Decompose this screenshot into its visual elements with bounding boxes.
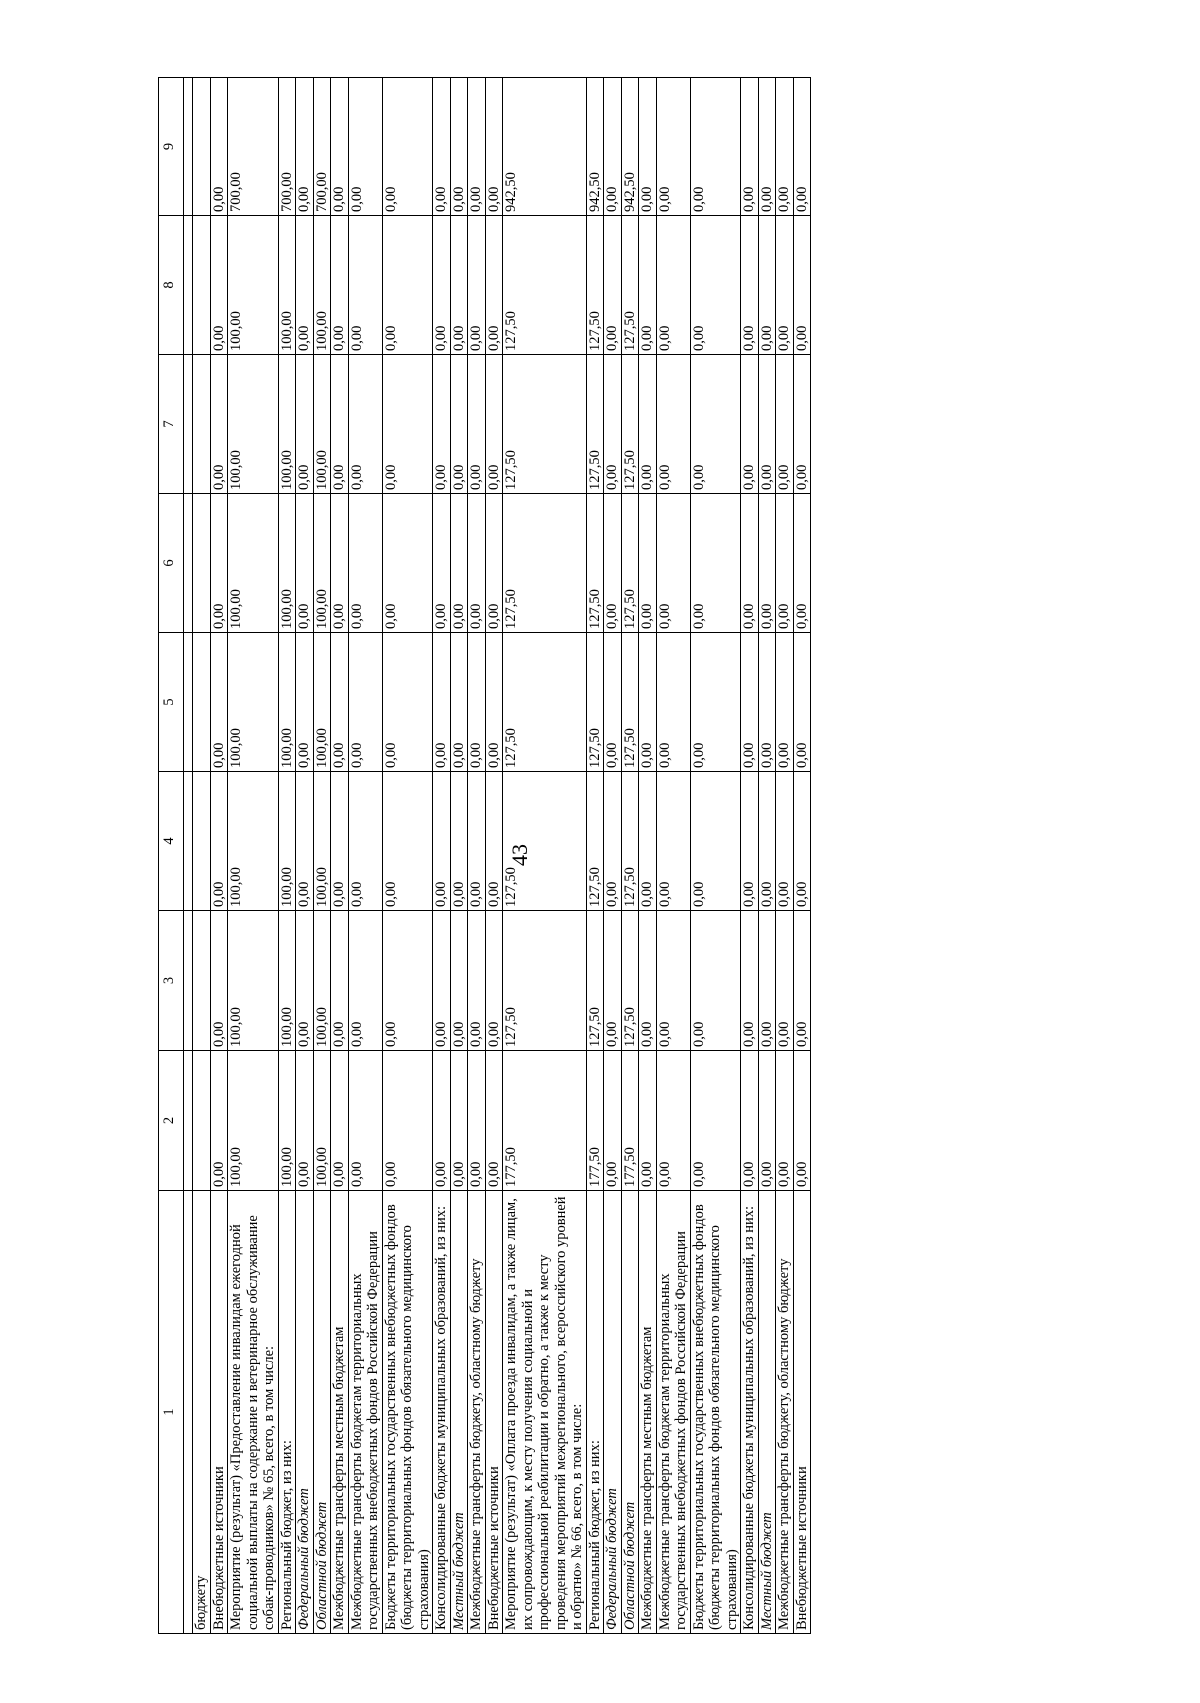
table-row [656, 78, 690, 1634]
value-cell: 100,00 [278, 216, 296, 355]
value-cell: 0,00 [604, 772, 622, 911]
value-cell: 0,00 [450, 772, 468, 911]
value-cell: 0,00 [604, 78, 622, 216]
value-cell: 127,50 [503, 216, 587, 355]
value-cell: 0,00 [485, 216, 503, 355]
value-cell: 0,00 [485, 494, 503, 633]
value-cell: 0,00 [331, 78, 349, 216]
row-label: Региональный бюджет, из них: [278, 1191, 296, 1634]
value-cell: 0,00 [210, 216, 228, 355]
value-cell: 0,00 [485, 355, 503, 494]
value-cell: 0,00 [741, 78, 759, 216]
value-cell: 0,00 [604, 216, 622, 355]
value-cell: 127,50 [621, 911, 639, 1051]
value-cell: 0,00 [485, 78, 503, 216]
value-cell: 100,00 [313, 633, 331, 772]
value-cell: 100,00 [278, 772, 296, 911]
table-row [503, 78, 587, 1634]
table-row [741, 78, 759, 1634]
row-label: Консолидированные бюджеты муниципальных образований, из них: [433, 1191, 451, 1634]
value-cell: 0,00 [793, 1051, 811, 1191]
value-cell: 0,00 [348, 772, 382, 911]
value-cell: 0,00 [604, 911, 622, 1051]
row-label: Внебюджетные источники [210, 1191, 228, 1634]
value-cell: 127,50 [586, 772, 604, 911]
value-cell: 127,50 [621, 772, 639, 911]
value-cell: 0,00 [639, 633, 657, 772]
value-cell: 127,50 [503, 911, 587, 1051]
value-cell: 0,00 [331, 911, 349, 1051]
value-cell: 100,00 [313, 494, 331, 633]
row-label: Областной бюджет [313, 1191, 331, 1634]
value-cell: 0,00 [656, 633, 690, 772]
value-cell: 0,00 [656, 216, 690, 355]
value-cell: 0,00 [331, 633, 349, 772]
value-cell: 0,00 [793, 494, 811, 633]
value-cell: 100,00 [228, 633, 279, 772]
table-row [278, 78, 296, 1634]
row-label: Федеральный бюджет [604, 1191, 622, 1634]
value-cell: 127,50 [586, 216, 604, 355]
value-cell: 0,00 [296, 78, 314, 216]
value-cell: 100,00 [228, 355, 279, 494]
value-cell: 0,00 [210, 78, 228, 216]
table-body [184, 78, 811, 1634]
value-cell: 0,00 [776, 911, 794, 1051]
value-cell: 0,00 [468, 772, 486, 911]
value-cell: 127,50 [503, 494, 587, 633]
value-cell: 0,00 [348, 1051, 382, 1191]
column-header: 8 [159, 216, 184, 355]
value-cell: 0,00 [433, 494, 451, 633]
value-cell: 0,00 [604, 1051, 622, 1191]
table-row [382, 78, 433, 1634]
value-cell: 0,00 [468, 911, 486, 1051]
table-row [485, 78, 503, 1634]
value-cell: 0,00 [433, 78, 451, 216]
row-label: Мероприятие (результат) «Предоставление инвалидам ежегодной социальной выплаты на содержание и ветеринарное обслуживание собак-проводников» № 65, всего, в том числе: [228, 1191, 279, 1634]
value-cell: 100,00 [278, 494, 296, 633]
value-cell: 127,50 [621, 216, 639, 355]
value-cell: 0,00 [296, 633, 314, 772]
table-row [313, 78, 331, 1634]
value-cell: 0,00 [382, 355, 433, 494]
value-cell: 0,00 [656, 1051, 690, 1191]
value-cell: 0,00 [690, 494, 741, 633]
value-cell: 0,00 [485, 633, 503, 772]
value-cell: 0,00 [741, 633, 759, 772]
value-cell: 177,50 [621, 1051, 639, 1191]
value-cell: 0,00 [604, 494, 622, 633]
value-cell: 127,50 [503, 633, 587, 772]
table-row [331, 78, 349, 1634]
table-row [793, 78, 811, 1634]
value-cell: 0,00 [331, 494, 349, 633]
row-label: Мероприятие (результат) «Оплата проезда инвалидам, а также лицам, их сопровождающим, к месту получения социальной и профессиональной реабилитации и обратно, а также к месту проведения мероприятий межрегионального, всероссийского уровней и обратно» № 66, всего, в том числе: [503, 1191, 587, 1634]
value-cell: 0,00 [296, 494, 314, 633]
value-cell: 0,00 [382, 494, 433, 633]
value-cell: 0,00 [433, 772, 451, 911]
value-cell: 100,00 [278, 911, 296, 1051]
value-cell: 0,00 [656, 355, 690, 494]
value-cell: 127,50 [586, 355, 604, 494]
value-cell: 0,00 [296, 911, 314, 1051]
value-cell: 0,00 [639, 355, 657, 494]
value-cell: 0,00 [793, 355, 811, 494]
value-cell: 0,00 [348, 911, 382, 1051]
row-label: бюджету [193, 1191, 211, 1634]
table-row [690, 78, 741, 1634]
value-cell: 0,00 [656, 494, 690, 633]
table-row [210, 78, 228, 1634]
value-cell: 0,00 [604, 633, 622, 772]
row-label: Межбюджетные трансферты местным бюджетам [331, 1191, 349, 1634]
value-cell: 100,00 [313, 772, 331, 911]
value-cell: 0,00 [382, 78, 433, 216]
value-cell: 100,00 [228, 772, 279, 911]
value-cell: 0,00 [776, 216, 794, 355]
value-cell: 0,00 [450, 633, 468, 772]
value-cell: 0,00 [690, 911, 741, 1051]
value-cell: 0,00 [348, 633, 382, 772]
row-label: Внебюджетные источники [793, 1191, 811, 1634]
value-cell: 0,00 [296, 1051, 314, 1191]
value-cell: 0,00 [331, 772, 349, 911]
column-header: 3 [159, 911, 184, 1051]
row-label: Консолидированные бюджеты муниципальных образований, из них: [741, 1191, 759, 1634]
row-label: Межбюджетные трансферты местным бюджетам [639, 1191, 657, 1634]
value-cell: 0,00 [433, 355, 451, 494]
table-row [193, 78, 211, 1634]
value-cell [193, 78, 211, 216]
table-row [433, 78, 451, 1634]
value-cell: 100,00 [228, 1051, 279, 1191]
value-cell: 0,00 [741, 911, 759, 1051]
row-label: Областной бюджет [621, 1191, 639, 1634]
value-cell: 0,00 [793, 633, 811, 772]
value-cell: 0,00 [348, 355, 382, 494]
value-cell: 100,00 [228, 216, 279, 355]
value-cell [193, 1051, 211, 1191]
row-label: Межбюджетные трансферты бюджету, областному бюджету [776, 1191, 794, 1634]
row-label: Федеральный бюджет [296, 1191, 314, 1634]
value-cell: 100,00 [278, 1051, 296, 1191]
value-cell: 0,00 [210, 633, 228, 772]
row-label: Местный бюджет [450, 1191, 468, 1634]
table-row [296, 78, 314, 1634]
value-cell: 127,50 [621, 494, 639, 633]
table-row [639, 78, 657, 1634]
value-cell: 0,00 [433, 1051, 451, 1191]
value-cell: 0,00 [758, 772, 776, 911]
table-row [450, 78, 468, 1634]
value-cell: 0,00 [690, 1051, 741, 1191]
value-cell: 0,00 [433, 216, 451, 355]
value-cell: 0,00 [639, 911, 657, 1051]
value-cell: 127,50 [586, 633, 604, 772]
value-cell: 100,00 [278, 633, 296, 772]
value-cell: 0,00 [296, 216, 314, 355]
value-cell: 0,00 [776, 772, 794, 911]
row-label: Местный бюджет [758, 1191, 776, 1634]
value-cell [193, 772, 211, 911]
value-cell: 0,00 [758, 494, 776, 633]
table-row [621, 78, 639, 1634]
budget-table [158, 77, 811, 1634]
value-cell: 100,00 [278, 355, 296, 494]
value-cell: 0,00 [382, 1051, 433, 1191]
value-cell: 0,00 [348, 78, 382, 216]
value-cell: 0,00 [433, 911, 451, 1051]
column-header: 2 [159, 1051, 184, 1191]
value-cell: 0,00 [758, 911, 776, 1051]
value-cell: 0,00 [758, 633, 776, 772]
value-cell: 127,50 [503, 772, 587, 911]
value-cell: 0,00 [468, 494, 486, 633]
value-cell: 0,00 [433, 633, 451, 772]
value-cell: 0,00 [793, 78, 811, 216]
value-cell: 0,00 [639, 772, 657, 911]
table-row [586, 78, 604, 1634]
row-label: Региональный бюджет, из них: [586, 1191, 604, 1634]
value-cell: 0,00 [468, 216, 486, 355]
value-cell: 700,00 [228, 78, 279, 216]
value-cell: 100,00 [313, 911, 331, 1051]
value-cell: 0,00 [690, 633, 741, 772]
value-cell: 0,00 [741, 494, 759, 633]
value-cell: 0,00 [604, 355, 622, 494]
value-cell: 942,50 [586, 78, 604, 216]
value-cell: 700,00 [278, 78, 296, 216]
value-cell: 0,00 [639, 1051, 657, 1191]
value-cell: 942,50 [503, 78, 587, 216]
value-cell: 0,00 [776, 494, 794, 633]
value-cell: 0,00 [450, 911, 468, 1051]
value-cell: 0,00 [450, 355, 468, 494]
value-cell: 0,00 [468, 633, 486, 772]
row-label: Бюджеты территориальных государственных внебюджетных фондов (бюджеты территориальных фондов обязательного медицинского страхования) [690, 1191, 741, 1634]
value-cell: 0,00 [468, 1051, 486, 1191]
value-cell: 100,00 [313, 216, 331, 355]
value-cell [193, 494, 211, 633]
value-cell: 0,00 [210, 355, 228, 494]
value-cell: 0,00 [296, 772, 314, 911]
value-cell [193, 633, 211, 772]
page-number: 43 [507, 844, 532, 866]
column-header: 5 [159, 633, 184, 772]
value-cell: 0,00 [776, 78, 794, 216]
row-label: Межбюджетные трансферты бюджетам территориальных государственных внебюджетных фондов Российской Федерации [348, 1191, 382, 1634]
value-cell: 0,00 [758, 78, 776, 216]
value-cell: 0,00 [382, 633, 433, 772]
value-cell: 0,00 [690, 78, 741, 216]
column-header: 9 [159, 78, 184, 216]
value-cell [193, 911, 211, 1051]
value-cell: 942,50 [621, 78, 639, 216]
table-row [604, 78, 622, 1634]
value-cell: 0,00 [450, 494, 468, 633]
table-row [758, 78, 776, 1634]
value-cell: 0,00 [348, 216, 382, 355]
column-header: 7 [159, 355, 184, 494]
value-cell: 0,00 [296, 355, 314, 494]
value-cell: 0,00 [690, 216, 741, 355]
value-cell: 0,00 [639, 494, 657, 633]
value-cell: 0,00 [776, 1051, 794, 1191]
value-cell: 127,50 [621, 355, 639, 494]
value-cell: 0,00 [348, 494, 382, 633]
value-cell [193, 355, 211, 494]
blank-row [184, 78, 193, 1634]
column-header: 4 [159, 772, 184, 911]
table-row [348, 78, 382, 1634]
value-cell: 0,00 [331, 355, 349, 494]
value-cell: 0,00 [210, 911, 228, 1051]
value-cell: 0,00 [656, 772, 690, 911]
value-cell: 0,00 [450, 78, 468, 216]
value-cell: 0,00 [758, 1051, 776, 1191]
value-cell: 0,00 [331, 1051, 349, 1191]
value-cell: 177,50 [586, 1051, 604, 1191]
value-cell: 100,00 [228, 911, 279, 1051]
value-cell: 0,00 [331, 216, 349, 355]
value-cell: 0,00 [450, 216, 468, 355]
table-row [776, 78, 794, 1634]
value-cell: 0,00 [741, 216, 759, 355]
value-cell: 0,00 [210, 772, 228, 911]
value-cell: 0,00 [656, 78, 690, 216]
value-cell: 0,00 [776, 355, 794, 494]
value-cell: 0,00 [741, 355, 759, 494]
row-label: Межбюджетные трансферты бюджетам территориальных государственных внебюджетных фондов Российской Федерации [656, 1191, 690, 1634]
value-cell: 0,00 [793, 216, 811, 355]
value-cell: 0,00 [741, 772, 759, 911]
value-cell: 0,00 [382, 216, 433, 355]
rotated-table-wrapper [158, 78, 1110, 1634]
value-cell: 0,00 [656, 911, 690, 1051]
value-cell: 0,00 [485, 911, 503, 1051]
column-header: 6 [159, 494, 184, 633]
value-cell: 0,00 [690, 772, 741, 911]
value-cell: 0,00 [639, 216, 657, 355]
value-cell: 127,50 [621, 633, 639, 772]
value-cell: 700,00 [313, 78, 331, 216]
value-cell: 127,50 [503, 355, 587, 494]
value-cell: 0,00 [382, 772, 433, 911]
value-cell: 100,00 [313, 1051, 331, 1191]
value-cell: 0,00 [758, 355, 776, 494]
table-row [228, 78, 279, 1634]
value-cell: 100,00 [313, 355, 331, 494]
column-header: 1 [159, 1191, 184, 1634]
value-cell: 177,50 [503, 1051, 587, 1191]
value-cell: 0,00 [793, 772, 811, 911]
value-cell: 0,00 [210, 1051, 228, 1191]
value-cell: 0,00 [382, 911, 433, 1051]
value-cell: 0,00 [639, 78, 657, 216]
row-label: Бюджеты территориальных государственных внебюджетных фондов (бюджеты территориальных фондов обязательного медицинского страхования) [382, 1191, 433, 1634]
value-cell: 127,50 [586, 494, 604, 633]
value-cell: 0,00 [690, 355, 741, 494]
row-label: Межбюджетные трансферты бюджету, областному бюджету [468, 1191, 486, 1634]
value-cell: 0,00 [741, 1051, 759, 1191]
value-cell: 0,00 [468, 78, 486, 216]
row-label: Внебюджетные источники [485, 1191, 503, 1634]
value-cell: 100,00 [228, 494, 279, 633]
value-cell: 0,00 [468, 355, 486, 494]
value-cell: 0,00 [758, 216, 776, 355]
column-header-row [159, 78, 184, 1634]
value-cell: 0,00 [485, 1051, 503, 1191]
value-cell: 0,00 [210, 494, 228, 633]
value-cell: 0,00 [793, 911, 811, 1051]
table-row [468, 78, 486, 1634]
value-cell [193, 216, 211, 355]
value-cell: 127,50 [586, 911, 604, 1051]
value-cell: 0,00 [450, 1051, 468, 1191]
value-cell: 0,00 [485, 772, 503, 911]
value-cell: 0,00 [776, 633, 794, 772]
